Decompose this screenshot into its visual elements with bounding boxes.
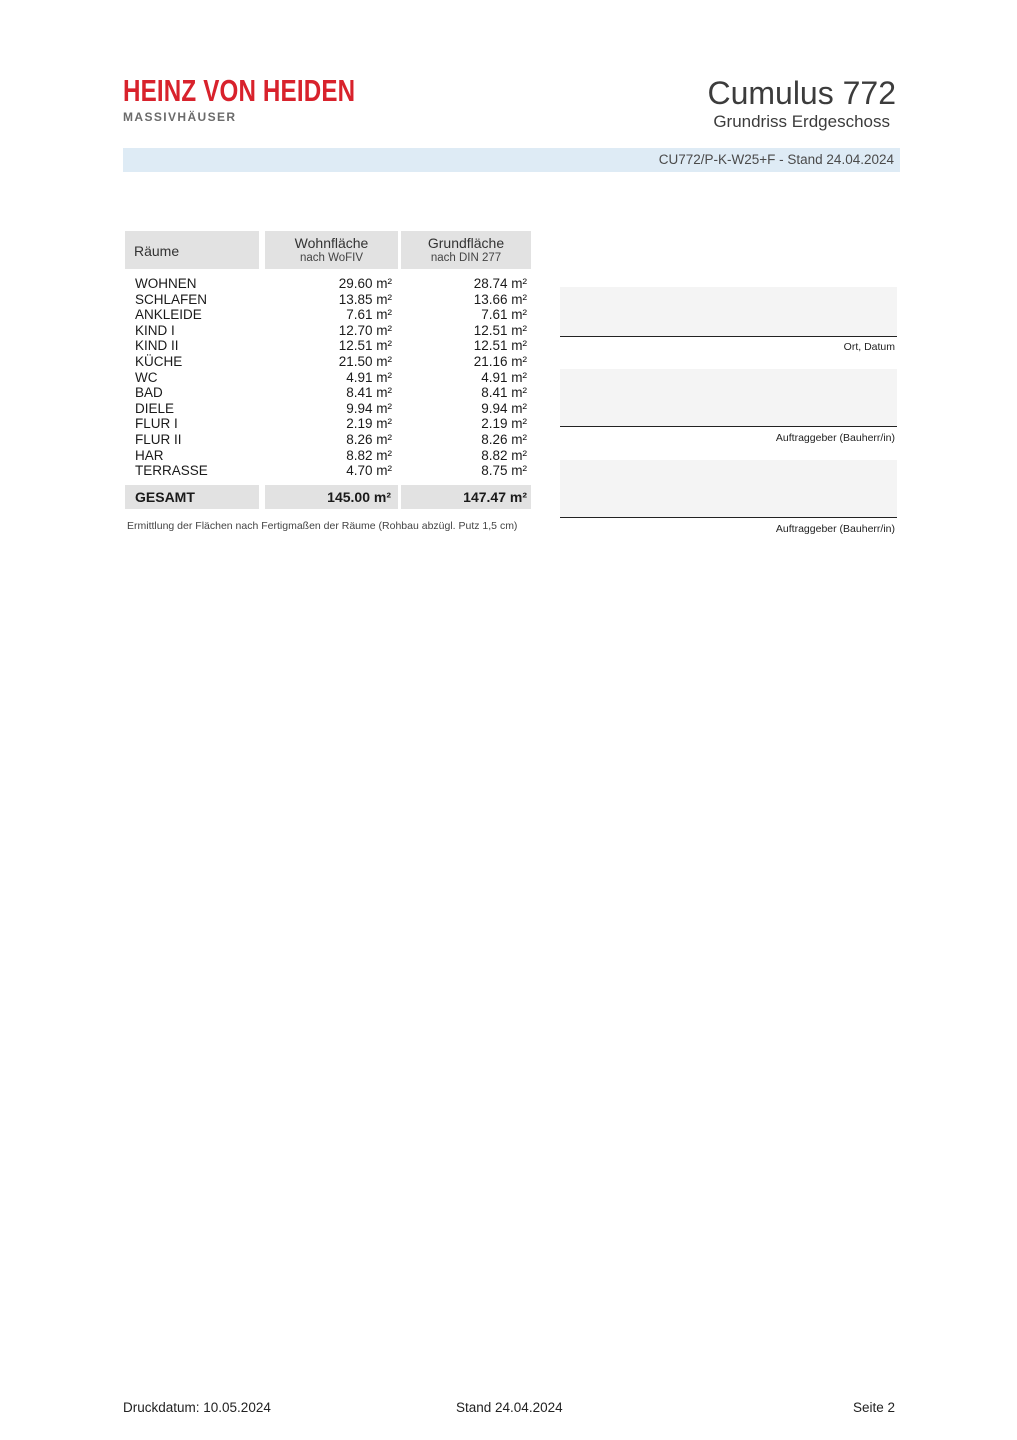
calculation-note: Ermittlung der Flächen nach Fertigmaßen der Räume (Rohbau abzügl. Putz 1,5 cm) [127,520,518,532]
room-living-area: 4.91 m² [346,369,392,385]
table-row [125,323,531,339]
table-row [125,463,531,479]
signature-line [560,517,897,518]
logo-wordmark: HEINZ VON HEIDEN [123,73,356,108]
table-row [125,370,531,386]
room-floor-area: 8.75 m² [481,463,527,479]
room-living-area: 8.41 m² [346,385,392,401]
room-floor-area: 8.82 m² [481,447,527,463]
signature-line [560,426,897,427]
table-row [125,354,531,370]
room-floor-area: 28.74 m² [473,276,527,291]
room-name: WOHNEN [135,276,197,291]
total-floor-area-cell [401,485,531,509]
table-row [125,338,531,354]
footer-stand: Stand 24.04.2024 [456,1400,563,1415]
room-name: DIELE [135,400,175,416]
logo-tagline: MASSIVHÄUSER [123,110,237,124]
signature-field-place-date[interactable] [560,287,897,336]
signature-field-client-1[interactable] [560,369,897,426]
table-row [125,448,531,464]
room-floor-area: 21.16 m² [473,353,527,369]
total-living-area: 145.00 m² [327,489,391,505]
room-floor-area: 2.19 m² [481,416,527,432]
header-rooms [125,231,259,269]
room-living-area: 29.60 m² [338,276,392,291]
room-name: TERRASSE [135,463,208,479]
total-label: GESAMT [135,489,195,505]
header-floor-area [401,231,531,269]
room-living-area: 12.70 m² [338,322,392,338]
total-floor-area: 147.47 m² [463,489,527,505]
room-living-area: 4.70 m² [346,463,392,479]
footer-page-number: Seite 2 [852,1400,895,1415]
room-name: FLUR II [135,431,182,447]
room-floor-area: 12.51 m² [473,338,527,354]
room-floor-area: 12.51 m² [473,322,527,338]
total-label-cell [125,485,259,509]
room-living-area: 2.19 m² [346,416,392,432]
table-row [125,432,531,448]
reference-band [123,148,900,172]
area-table-body [125,276,531,479]
table-row [125,416,531,432]
room-name: KIND II [135,338,179,354]
table-row [125,385,531,401]
room-living-area: 8.26 m² [346,431,392,447]
header-floor-area-sub: nach DIN 277 [430,252,502,264]
room-name: ANKLEIDE [135,307,202,323]
header-floor-area-label: Grundfläche [427,235,505,251]
room-name: FLUR I [135,416,178,432]
table-row [125,276,531,292]
room-name: SCHLAFEN [135,291,208,307]
room-living-area: 13.85 m² [338,291,392,307]
room-living-area: 8.82 m² [346,447,392,463]
reference-text: CU772/P-K-W25+F - Stand 24.04.2024 [658,152,894,167]
room-floor-area: 4.91 m² [481,369,527,385]
room-name: BAD [135,385,163,401]
header-living-area-label: Wohnfläche [294,235,369,251]
header-living-area-sub: nach WoFIV [299,252,364,264]
room-floor-area: 8.41 m² [481,385,527,401]
header-rooms-label: Räume [134,243,180,259]
header-living-area [265,231,398,269]
table-row [125,401,531,417]
page-subtitle: Grundriss Erdgeschoss [713,112,890,131]
room-name: HAR [135,447,164,463]
room-floor-area: 7.61 m² [481,307,527,323]
signature-field-client-2[interactable] [560,460,897,517]
room-name: WC [135,369,158,385]
table-row [125,307,531,323]
room-name: KIND I [135,322,175,338]
signature-label: Ort, Datum [843,341,895,353]
room-living-area: 9.94 m² [346,400,392,416]
total-living-area-cell [265,485,398,509]
signature-line [560,336,897,337]
page-title: Cumulus 772 [707,75,896,111]
company-logo [123,74,421,124]
signature-label: Auftraggeber (Bauherr/in) [775,523,895,535]
room-name: KÜCHE [135,353,183,369]
room-floor-area: 9.94 m² [481,400,527,416]
room-living-area: 7.61 m² [346,307,392,323]
signature-label: Auftraggeber (Bauherr/in) [775,432,895,444]
footer-print-date: Druckdatum: 10.05.2024 [123,1400,271,1415]
room-living-area: 21.50 m² [338,353,392,369]
table-row [125,292,531,308]
room-floor-area: 13.66 m² [473,291,527,307]
room-living-area: 12.51 m² [338,338,392,354]
room-floor-area: 8.26 m² [481,431,527,447]
